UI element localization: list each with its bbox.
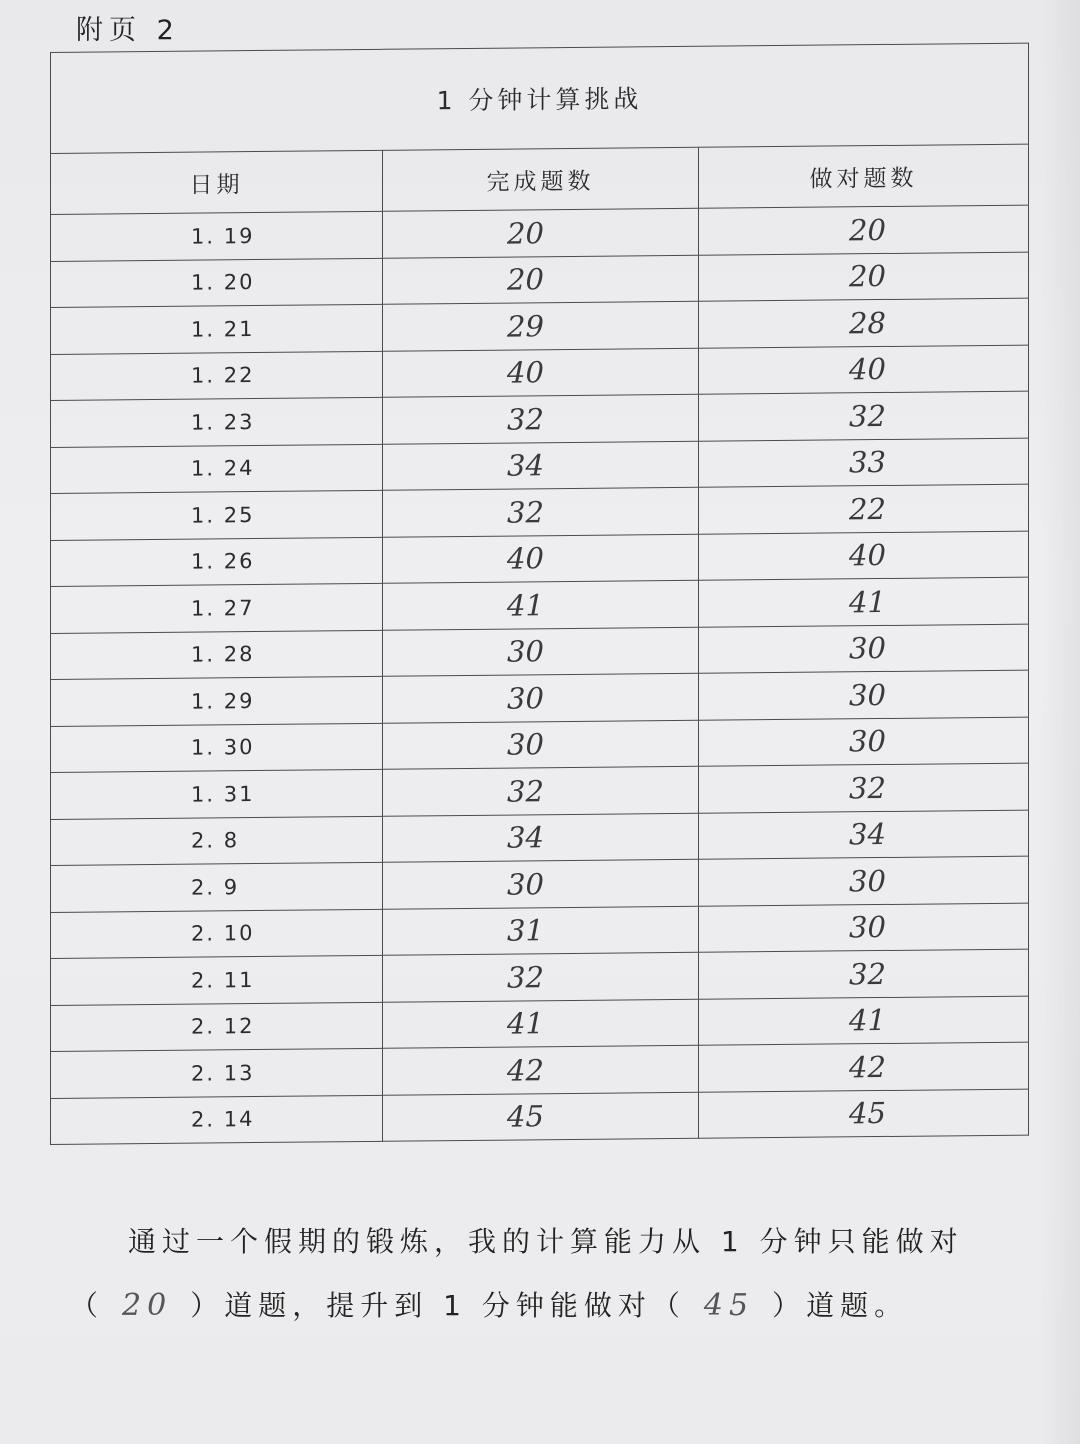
done-count-cell	[383, 394, 699, 444]
date-cell: 1. 24	[51, 444, 383, 494]
summary-end-text: 道题。	[806, 1289, 909, 1322]
correct-count-cell	[699, 949, 1029, 999]
correct-count-value: 41	[849, 1003, 886, 1038]
correct-count-value: 30	[849, 863, 886, 899]
summary-open-paren-2: （	[651, 1289, 686, 1322]
challenge-table	[50, 43, 1029, 1145]
done-count-value: 41	[507, 1006, 544, 1041]
done-count-value: 34	[507, 820, 544, 855]
date-cell: 2. 13	[51, 1048, 383, 1098]
correct-count-value: 33	[849, 445, 886, 480]
date-cell: 2. 8	[51, 816, 383, 866]
correct-count-cell	[699, 298, 1029, 348]
summary-close-paren-1: ）	[190, 1289, 225, 1322]
done-count-cell	[383, 906, 699, 956]
done-count-value: 20	[507, 262, 544, 297]
correct-count-value: 42	[849, 1049, 886, 1085]
header-done: 完成题数	[383, 147, 699, 211]
correct-count-cell	[699, 345, 1029, 395]
date-cell: 1. 20	[51, 258, 383, 308]
page-shadow	[1040, 0, 1080, 1444]
correct-count-cell	[699, 763, 1029, 813]
done-count-value: 41	[507, 588, 544, 623]
date-cell: 2. 14	[51, 1095, 383, 1145]
correct-count-value: 32	[849, 398, 886, 434]
correct-count-value: 30	[849, 677, 886, 713]
done-count-value: 30	[507, 727, 544, 762]
done-count-value: 30	[507, 681, 544, 716]
summary-value-from: 20	[122, 1288, 173, 1323]
correct-count-cell	[699, 670, 1029, 720]
date-cell: 1. 30	[51, 723, 383, 773]
correct-count-value: 20	[849, 259, 886, 294]
done-count-value: 32	[507, 402, 544, 437]
table-header-row	[51, 144, 1029, 214]
done-count-cell	[383, 301, 699, 351]
done-count-value: 32	[507, 495, 544, 530]
correct-count-cell	[699, 810, 1029, 860]
correct-count-cell	[699, 624, 1029, 674]
done-count-cell	[383, 1092, 699, 1142]
summary-line-1: 通过一个假期的锻炼，我的计算能力从 1 分钟只能做对	[128, 1225, 964, 1258]
table-body	[51, 205, 1029, 1144]
done-count-value: 31	[507, 913, 544, 948]
done-count-cell	[383, 813, 699, 863]
done-count-value: 34	[507, 448, 544, 483]
correct-count-value: 32	[849, 770, 886, 806]
correct-count-cell	[699, 1042, 1029, 1092]
correct-count-cell	[699, 391, 1029, 441]
done-count-cell	[383, 673, 699, 723]
done-count-cell	[383, 348, 699, 398]
date-cell: 2. 11	[51, 955, 383, 1005]
date-cell: 1. 19	[51, 211, 383, 261]
correct-count-cell	[699, 205, 1029, 255]
done-count-value: 30	[507, 867, 544, 902]
done-count-value: 42	[507, 1053, 544, 1088]
correct-count-value: 40	[849, 352, 886, 387]
done-count-value: 32	[507, 774, 544, 809]
done-count-value: 30	[507, 634, 544, 669]
done-count-cell	[383, 208, 699, 258]
date-cell: 2. 12	[51, 1002, 383, 1052]
date-cell: 1. 29	[51, 676, 383, 726]
done-count-cell	[383, 766, 699, 816]
correct-count-cell	[699, 996, 1029, 1046]
correct-count-value: 32	[849, 956, 886, 992]
date-cell: 2. 10	[51, 909, 383, 959]
date-cell: 1. 31	[51, 769, 383, 819]
date-cell: 1. 23	[51, 397, 383, 447]
header-date: 日期	[51, 150, 383, 214]
correct-count-cell	[699, 717, 1029, 767]
date-cell: 1. 28	[51, 630, 383, 680]
correct-count-value: 34	[849, 817, 886, 852]
date-cell: 1. 27	[51, 583, 383, 633]
correct-count-value: 40	[849, 538, 886, 573]
done-count-value: 45	[507, 1099, 544, 1134]
summary-mid-text: 道题，提升到 1 分钟能做对	[224, 1289, 652, 1322]
correct-count-cell	[699, 856, 1029, 906]
done-count-cell	[383, 952, 699, 1002]
page-tag: 附页 2	[76, 15, 180, 46]
date-cell: 1. 21	[51, 304, 383, 354]
done-count-cell	[383, 627, 699, 677]
correct-count-cell	[699, 1089, 1029, 1139]
correct-count-cell	[699, 577, 1029, 627]
date-cell: 1. 22	[51, 351, 383, 401]
correct-count-cell	[699, 484, 1029, 534]
summary-value-to: 45	[703, 1288, 755, 1323]
correct-count-value: 45	[849, 1096, 886, 1131]
table-title: 1 分钟计算挑战	[51, 43, 1029, 153]
correct-count-value: 22	[849, 491, 886, 527]
correct-count-value: 30	[849, 910, 886, 945]
done-count-cell	[383, 580, 699, 630]
done-count-value: 40	[507, 541, 544, 576]
correct-count-value: 20	[849, 212, 886, 248]
challenge-table-wrapper	[50, 43, 1028, 1145]
done-count-cell	[383, 255, 699, 305]
table-row	[51, 1089, 1029, 1145]
done-count-value: 40	[507, 355, 544, 390]
done-count-cell	[383, 720, 699, 770]
date-cell: 2. 9	[51, 862, 383, 912]
done-count-cell	[383, 859, 699, 909]
date-cell: 1. 26	[51, 537, 383, 587]
done-count-cell	[383, 534, 699, 584]
correct-count-value: 30	[849, 724, 886, 759]
correct-count-value: 41	[849, 584, 886, 620]
table-title-row	[51, 43, 1029, 153]
header-correct: 做对题数	[699, 144, 1029, 208]
summary-paragraph	[70, 1210, 1030, 1338]
correct-count-value: 28	[849, 305, 886, 341]
done-count-cell	[383, 1045, 699, 1095]
done-count-cell	[383, 487, 699, 537]
correct-count-cell	[699, 252, 1029, 302]
summary-open-paren-1: （	[70, 1289, 105, 1322]
date-cell: 1. 25	[51, 490, 383, 540]
correct-count-value: 30	[849, 631, 886, 666]
correct-count-cell	[699, 531, 1029, 581]
done-count-value: 32	[507, 960, 544, 995]
done-count-value: 29	[507, 309, 544, 344]
done-count-cell	[383, 999, 699, 1049]
summary-close-paren-2: ）	[772, 1289, 807, 1322]
correct-count-cell	[699, 903, 1029, 953]
correct-count-cell	[699, 438, 1029, 488]
done-count-cell	[383, 441, 699, 491]
done-count-value: 20	[507, 216, 544, 251]
